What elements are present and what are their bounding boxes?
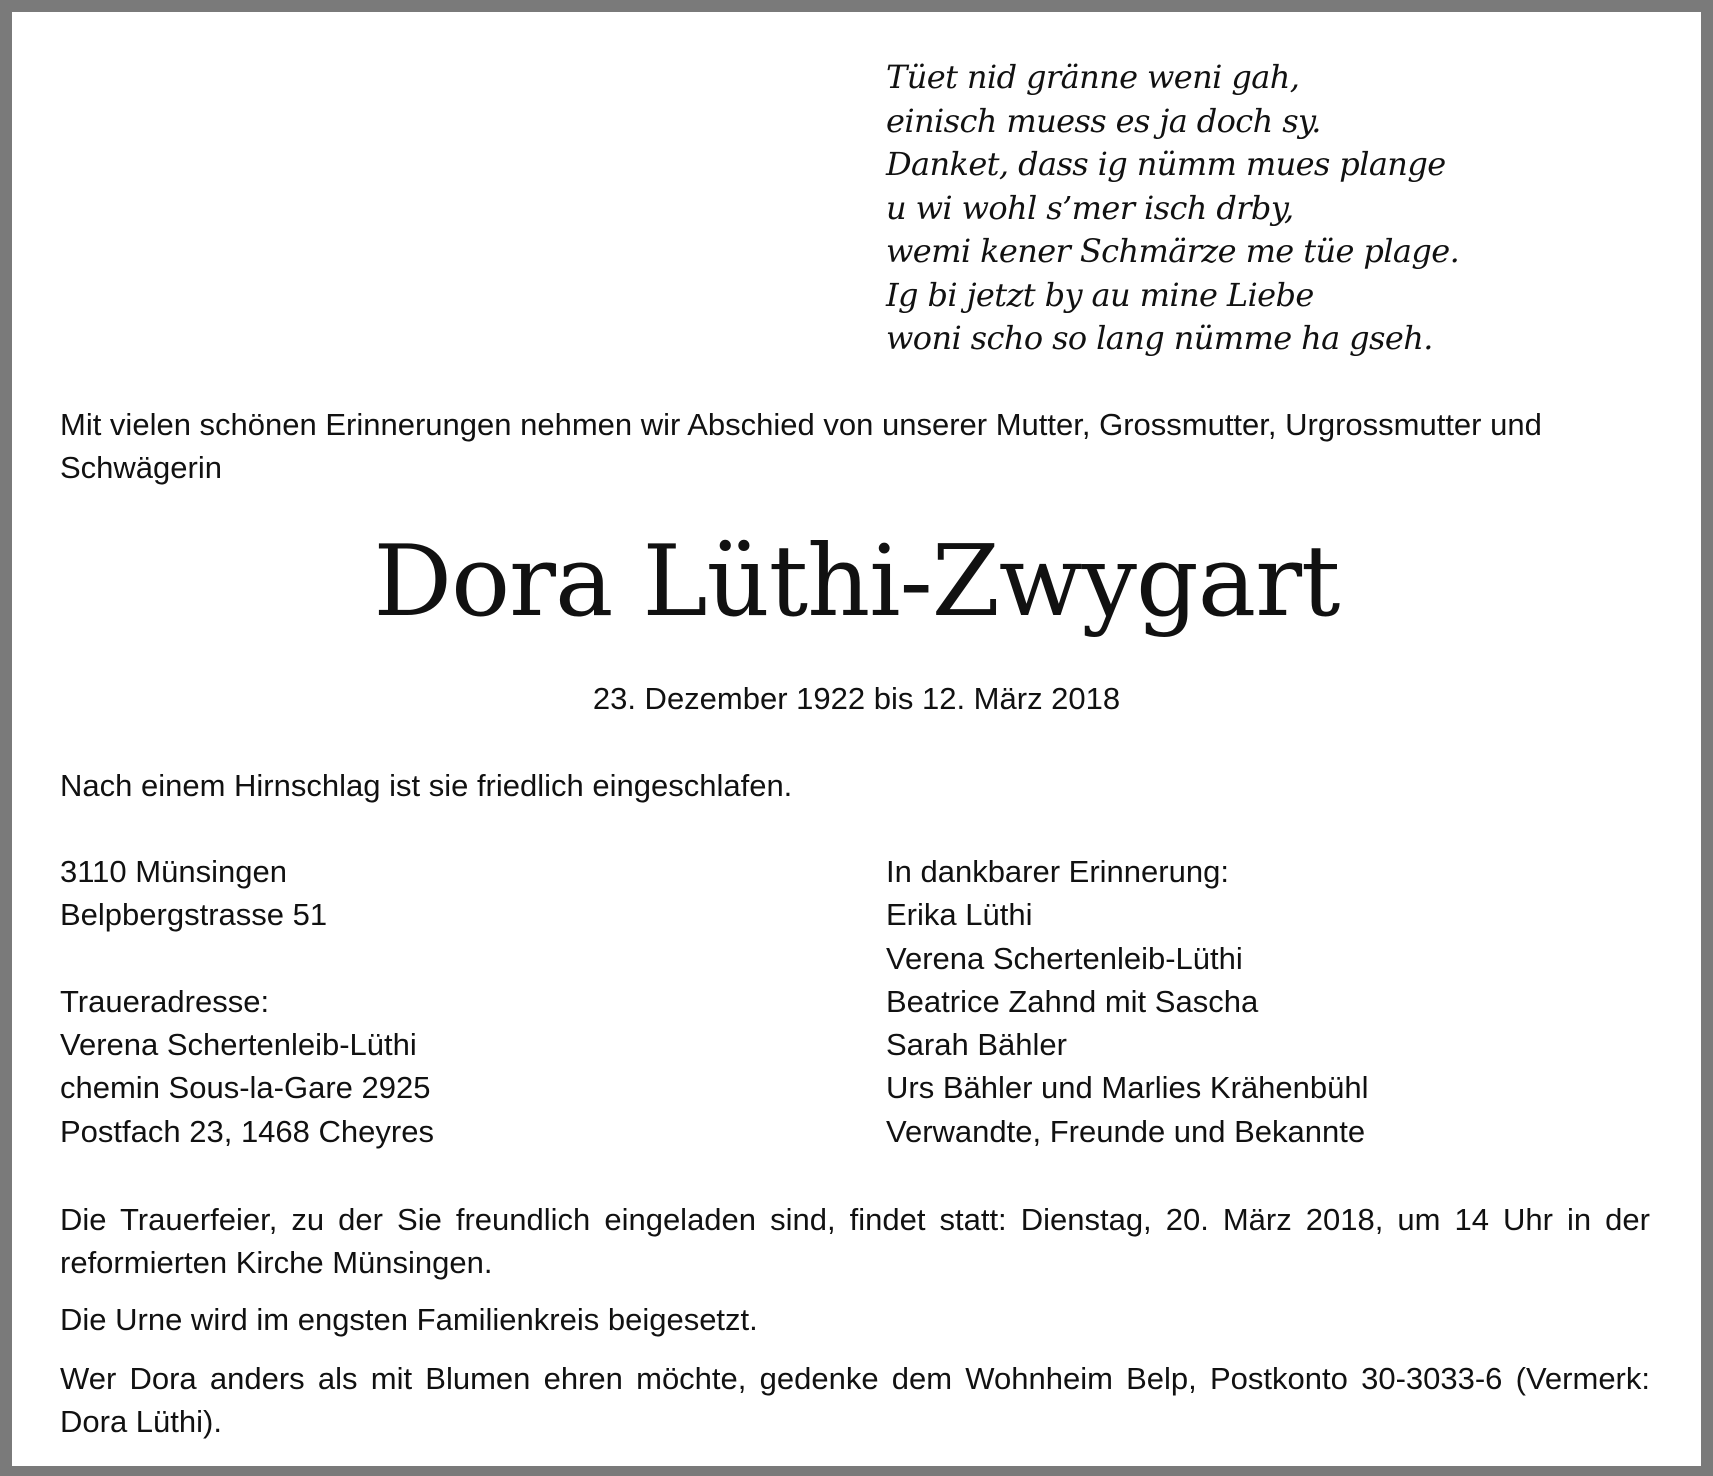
- passing-text: Nach einem Hirnschlag ist sie friedlich eingeschlafen.: [60, 768, 793, 803]
- deceased-name: Dora Lüthi-Zwygart: [373, 525, 1340, 639]
- poem-line: u wi wohl s’mer isch drby,: [886, 188, 1294, 227]
- mourner-name: Verwandte, Freunde und Bekannte: [886, 1113, 1366, 1149]
- mourning-address-label: Traueradresse:: [60, 983, 270, 1019]
- mourning-address-line: Postfach 23, 1468 Cheyres: [60, 1113, 434, 1149]
- mourner-name: Erika Lüthi: [886, 897, 1033, 933]
- mourner-name: Beatrice Zahnd mit Sascha: [886, 983, 1259, 1019]
- poem-line: wemi kener Schmärze me tüe plage.: [886, 232, 1460, 270]
- mourner-name: Verena Schertenleib-Lüthi: [886, 940, 1243, 976]
- poem-line: Ig bi jetzt by au mine Liebe: [886, 275, 1314, 314]
- mourning-address-line: chemin Sous-la-Gare 2925: [60, 1070, 431, 1106]
- donation-info: Wer Dora anders als mit Blumen ehren möchte, gedenke dem Wohnheim Belp, Postkonto 30-3033-6 (Vermerk: Dora Lüthi).: [60, 1361, 1650, 1439]
- poem: [886, 56, 1459, 361]
- intro-text: Mit vielen schönen Erinnerungen nehmen wir Abschied von unserer Mutter, Grossmutter, Urgrossmutter und Schwägerin: [60, 407, 1542, 485]
- urn-info: Die Urne wird im engsten Familienkreis beigesetzt.: [60, 1302, 758, 1337]
- mourner-name: Urs Bähler und Marlies Krähenbühl: [886, 1070, 1369, 1106]
- mourners-column: [886, 850, 1368, 1153]
- home-address-line: Belpbergstrasse 51: [60, 897, 328, 933]
- poem-line: Danket, dass ig nümm mues plange: [886, 145, 1446, 183]
- poem-line: einisch muess es ja doch sy.: [886, 101, 1321, 140]
- poem-line: woni scho so lang nümme ha gseh.: [886, 319, 1433, 357]
- funeral-info: Die Trauerfeier, zu der Sie freundlich eingeladen sind, findet statt: Dienstag, 20. März 2018, um 14 Uhr in der reformierten Kirche Münsingen.: [60, 1202, 1650, 1280]
- poem-line: Tüet nid gränne weni gah,: [886, 58, 1300, 96]
- mourners-label: In dankbarer Erinnerung:: [886, 854, 1229, 889]
- mourning-address-line: Verena Schertenleib-Lüthi: [60, 1027, 417, 1063]
- address-column: [60, 850, 434, 1153]
- spacer: [60, 937, 434, 980]
- home-address-line: 3110 Münsingen: [60, 854, 287, 889]
- life-dates: 23. Dezember 1922 bis 12. März 2018: [592, 681, 1121, 716]
- mourner-name: Sarah Bähler: [886, 1027, 1067, 1063]
